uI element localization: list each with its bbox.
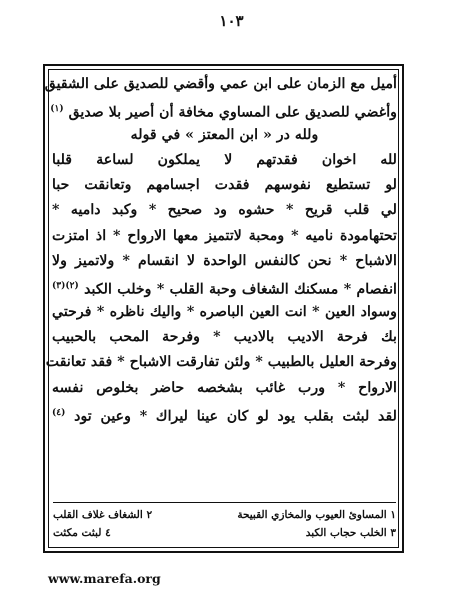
footnote-marker: (١) bbox=[50, 104, 64, 115]
text-line: لو تستطيع نفوسهم فقدت اجسامهم وتعانقت حبا bbox=[52, 177, 397, 194]
footnote-row bbox=[53, 524, 396, 542]
footnote-row bbox=[53, 506, 396, 524]
body-text bbox=[44, 72, 397, 426]
footnotes bbox=[53, 506, 396, 542]
text-line: وسواد العين * انت العين الباصره * واليك ناظره * فرحتي bbox=[52, 303, 397, 320]
text-line: الارواح * ورب غائب بشخصه حاضر بخلوص نفسه bbox=[52, 379, 397, 396]
site-watermark[interactable]: www.marefa.org bbox=[48, 571, 161, 586]
text-line: وأغضي للصديق على المساوي مخافة أن أصير بلا صديق $^{(١)}$ bbox=[50, 104, 397, 122]
text-line: بك فرحة الاديب بالاديب * وفرحة المحب بالحبيب bbox=[52, 328, 397, 345]
footnote-divider bbox=[53, 502, 396, 503]
footnote-2: ٢ الشغاف غلاف القلب bbox=[53, 509, 153, 521]
footnote-marker: (٢)(٣) bbox=[52, 281, 79, 292]
footnote-3: ٣ الخلب حجاب الكبد bbox=[305, 527, 396, 539]
text-line: تحتهامودة ناميه * ومحبة لاتتميز معها الارواح * اذ امتزت bbox=[52, 227, 397, 244]
text-line: لقد لبثت بقلب يود لو كان عينا ليراك * وعين تود $^{(٤)}$ bbox=[52, 407, 397, 425]
footnote-4: ٤ لبثت مكثت bbox=[53, 527, 111, 539]
text-line: ولله در « ابن المعتز » في قوله bbox=[130, 126, 319, 143]
text-line: وفرحة العليل بالطبيب * ولئن تفارقت الاشباح * فقد تعانقت bbox=[45, 354, 397, 371]
page-number: ١٠٣ bbox=[219, 12, 244, 30]
text-line: لله اخوان فقدتهم لا يملكون لساعة قلبا bbox=[52, 151, 397, 168]
text-line: انفصام * مسكنك الشغاف وحبة القلب * وخلب الكبد $^{(٢)(٣)}$ bbox=[52, 281, 397, 299]
text-line: أميل مع الزمان على ابن عمي وأقضي للصديق على الشقيق bbox=[44, 76, 397, 92]
text-line: الاشباح * نحن كالنفس الواحدة لا انقسام * ولاتميز ولا bbox=[52, 253, 397, 270]
footnote-1: ١ المساوئ العيوب والمخازي القبيحة bbox=[237, 509, 396, 521]
text-line: لي قلب قريح * حشوه ود صحيح * وكبد داميه * bbox=[52, 202, 397, 219]
footnote-marker: (٤) bbox=[52, 407, 66, 418]
